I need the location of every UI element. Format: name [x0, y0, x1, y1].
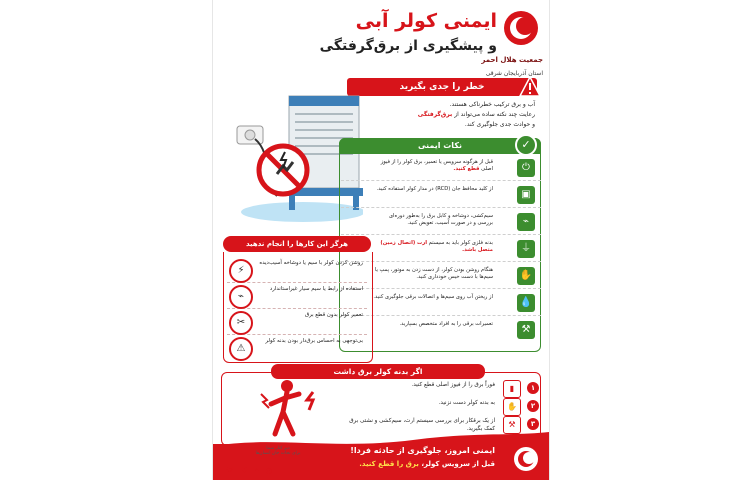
- footer-crescent-logo: [513, 446, 539, 472]
- electrocuted-person-illustration: [253, 374, 333, 438]
- never-text: بی‌توجهی به احساس برق‌دار بودن بدنه کولر: [265, 338, 363, 344]
- step-number: ۳: [527, 418, 539, 430]
- never-do-heading: هرگز این کارها را انجام ندهید: [223, 236, 371, 252]
- step-text: به بدنه کولر دست نزنید.: [438, 400, 495, 406]
- intro-line-1: آب و برق ترکیب خطرناکی هستند.: [449, 101, 535, 108]
- socket-icon: ⏻: [517, 159, 535, 177]
- step-text: فوراً برق را از فیوز اصلی قطع کنید.: [411, 382, 495, 388]
- safety-tips-heading: نکات ایمنی: [339, 138, 541, 154]
- electrician-icon: ⚒: [503, 416, 521, 434]
- safety-poster: [213, 0, 549, 480]
- donate-caption: [223, 446, 333, 456]
- tip-text: از کلید محافظ جان (RCD) در مدار کولر استفاده کنید.: [376, 186, 493, 192]
- intro-highlight: برق‌گرفتگی: [417, 111, 453, 118]
- rcd-icon: ▣: [517, 186, 535, 204]
- check-icon: ✓: [515, 134, 537, 156]
- water-icon: 💧: [517, 294, 535, 312]
- intro-line-3: و حوادث جدی جلوگیری کند.: [464, 121, 535, 128]
- never-text: استفاده از رابط یا سیم سیار غیراستاندارد: [269, 286, 363, 292]
- tip-text: تعمیرات برقی را به افراد متخصص بسپارید.: [399, 321, 493, 327]
- intro-line-2: رعایت چند نکته ساده می‌تواند از: [454, 111, 535, 118]
- tape-icon: ⌁: [229, 285, 253, 309]
- bare-foot-icon: ⚠: [229, 337, 253, 361]
- red-crescent-logo: [503, 10, 539, 46]
- home-icon: ⌂: [254, 466, 266, 475]
- plug-icon: ⌁: [517, 213, 535, 231]
- org-province: استان آذربایجان شرقی: [485, 70, 543, 77]
- social-icons: [225, 466, 325, 476]
- shock-heading: اگر بدنه کولر برق داشت: [271, 364, 485, 379]
- donate-line-1: دیر کنار شما: [266, 446, 290, 451]
- tip-text: قبل از هرگونه سرویس یا تعمیر، برق کولر را از فیوز اصلی قطع کنید.: [380, 159, 493, 172]
- never-text: تعمیر کولر بدون قطع برق: [304, 312, 363, 318]
- earth-icon: ⏚: [517, 240, 535, 258]
- never-row: [227, 256, 367, 283]
- page-subtitle: و پیشگیری از برق‌گرفتگی: [319, 38, 497, 54]
- step-number: ۱: [527, 382, 539, 394]
- tip-text: هنگام روشن بودن کولر، از دست زدن به موتور، پمپ یا سیم‌ها با دست خیس خودداری کنید.: [374, 267, 493, 280]
- step-number: ۲: [527, 400, 539, 412]
- footer-slogan-2: قبل از سرویس کولر، برق را قطع کنید.: [359, 460, 495, 468]
- never-text: روشن کردن کولر با سیم یا دوشاخه آسیب‌دیده: [259, 260, 363, 266]
- wet-hand-icon: ⚡: [229, 259, 253, 283]
- never-row: [227, 282, 367, 309]
- fuse-icon: ▮: [503, 380, 521, 398]
- step-text: از یک برقکار برای بررسی سیستم ارت، سیم‌کشی و نشتی برق کمک بگیرید.: [349, 418, 495, 432]
- footer-slogan: ایمنی امروز، جلوگیری از حادثه فردا!: [350, 446, 495, 455]
- shock-step: [339, 398, 539, 416]
- warning-banner: خطر را جدی بگیرید: [347, 78, 537, 96]
- tools-icon: ✂: [229, 311, 253, 335]
- page-title: ایمنی کولر آبی: [355, 10, 497, 32]
- tip-row: [341, 210, 541, 235]
- tip-text: از ریختن آب روی سیم‌ها و اتصالات برقی جلوگیری کنید.: [373, 294, 493, 300]
- shock-step: [339, 380, 539, 398]
- intro-text: [345, 100, 535, 130]
- warning-icon: [519, 76, 541, 98]
- phone-icon: ☎: [225, 466, 241, 475]
- tip-text: سیم‌کشی، دوشاخه و کابل برق را به‌طور دوره‌ای بررسی و در صورت آسیب، تعویض کنید.: [388, 213, 493, 226]
- web-icon: ◎: [265, 466, 279, 475]
- hand-icon: ✋: [517, 267, 535, 285]
- never-row: [227, 334, 367, 360]
- tip-row: [341, 156, 541, 181]
- donate-line-2: برای نجات جان انسان‌ها: [255, 451, 301, 456]
- never-row: [227, 308, 367, 335]
- tip-row: [341, 183, 541, 208]
- stop-hand-icon: ✋: [503, 398, 521, 416]
- heart-icon: ♥: [240, 466, 255, 475]
- org-name: جمعیت هلال احمر: [481, 56, 543, 64]
- tip-text: بدنه فلزی کولر باید به سیستم ارت (اتصال زمین) متصل باشد.: [380, 240, 493, 253]
- technician-icon: ⚒: [517, 321, 535, 339]
